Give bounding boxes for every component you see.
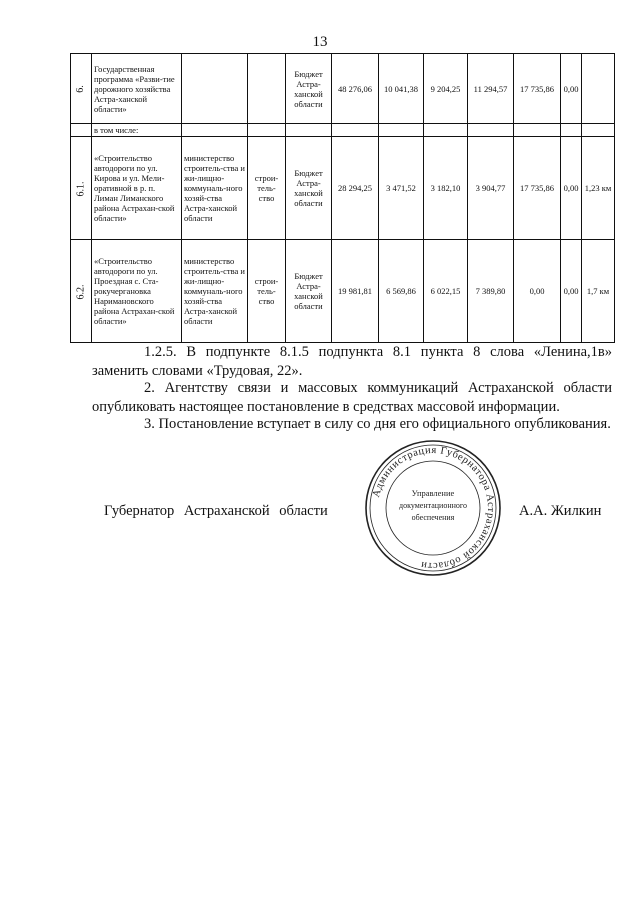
amount-year-1: [379, 124, 424, 137]
signatory-title: Губернатор Астраханской области: [104, 503, 328, 519]
paragraph-amendment: 1.2.5. В подпункте 8.1.5 подпункта 8.1 пункта 8 слова «Ленина,1в» заменить словами «Трудовая, 22».: [92, 344, 612, 379]
amount-year-5: 0,00: [561, 54, 582, 124]
amount-total: 19 981,81: [332, 240, 379, 343]
amount-year-2: [424, 124, 468, 137]
work-type: строи-тель-ство: [248, 240, 286, 343]
table-row: [71, 54, 615, 124]
funding-source: Бюджет Астра-ханской области: [286, 240, 332, 343]
amount-total: 28 294,25: [332, 137, 379, 240]
amount-year-4: 17 735,86: [514, 54, 561, 124]
official-seal: [363, 438, 503, 578]
amount-year-5: 0,00: [561, 240, 582, 343]
table-row: [71, 124, 615, 137]
amount-year-2: 9 204,25: [424, 54, 468, 124]
amount-year-1: 10 041,38: [379, 54, 424, 124]
road-length: 1,23 км: [582, 137, 615, 240]
amount-year-1: 3 471,52: [379, 137, 424, 240]
row-number: 6.: [75, 85, 86, 93]
work-type: строи-тель-ство: [248, 137, 286, 240]
seal-line-3: обеспечения: [411, 513, 455, 522]
amount-year-4: 0,00: [514, 240, 561, 343]
seal-line-2: документационного: [399, 501, 467, 510]
amount-total: 48 276,06: [332, 54, 379, 124]
funding-source: [286, 124, 332, 137]
paragraph-effective-date: 3. Постановление вступает в силу со дня его официального опубликования.: [144, 416, 611, 432]
program-name: «Строительство автодороги по ул. Кирова и ул. Мели-оративной в р. п. Лиман Лиманского района Астрахан-ской области»: [92, 137, 182, 240]
table-row: [71, 240, 615, 343]
amount-year-4: [514, 124, 561, 137]
page-number: 13: [312, 34, 328, 50]
funding-source: Бюджет Астра-ханской области: [286, 54, 332, 124]
table-row: [71, 137, 615, 240]
funding-source: Бюджет Астра-ханской области: [286, 137, 332, 240]
executor: [182, 124, 248, 137]
amount-year-3: 3 904,77: [468, 137, 514, 240]
program-table: [70, 53, 615, 343]
road-length: [582, 124, 615, 137]
program-name: в том числе:: [92, 124, 182, 137]
work-type: [248, 124, 286, 137]
amount-year-2: 3 182,10: [424, 137, 468, 240]
amount-year-3: [468, 124, 514, 137]
amount-year-5: [561, 124, 582, 137]
row-number: 6.2.: [75, 284, 86, 299]
seal-line-1: Управление: [411, 488, 455, 498]
amount-year-3: 7 389,80: [468, 240, 514, 343]
executor: [182, 54, 248, 124]
signatory-name: А.А. Жилкин: [519, 503, 602, 519]
amount-year-3: 11 294,57: [468, 54, 514, 124]
amount-year-1: 6 569,86: [379, 240, 424, 343]
seal-ring-text: Администрация Губернатора Астраханской области: [371, 444, 497, 572]
amount-total: [332, 124, 379, 137]
program-name: «Строительство автодороги по ул. Проездная с. Ста-рокучергановка Наримановского района Астрахан-ской области»: [92, 240, 182, 343]
amount-year-2: 6 022,15: [424, 240, 468, 343]
program-name: Государственная программа «Разви-тие дорожного хозяйства Астра-ханской области»: [92, 54, 182, 124]
amount-year-5: 0,00: [561, 137, 582, 240]
row-number: 6.1.: [75, 181, 86, 196]
road-length: 1,7 км: [582, 240, 615, 343]
executor: министерство строитель-ства и жи-лищно-коммуналь-ного хозяй-ства Астра-ханской области: [182, 137, 248, 240]
road-length: [582, 54, 615, 124]
work-type: [248, 54, 286, 124]
executor: министерство строитель-ства и жи-лищно-коммуналь-ного хозяй-ства Астра-ханской области: [182, 240, 248, 343]
paragraph-publication: 2. Агентству связи и массовых коммуникаций Астраханской области опубликовать настоящее постановление в средствах массовой информации.: [92, 380, 612, 415]
amount-year-4: 17 735,86: [514, 137, 561, 240]
